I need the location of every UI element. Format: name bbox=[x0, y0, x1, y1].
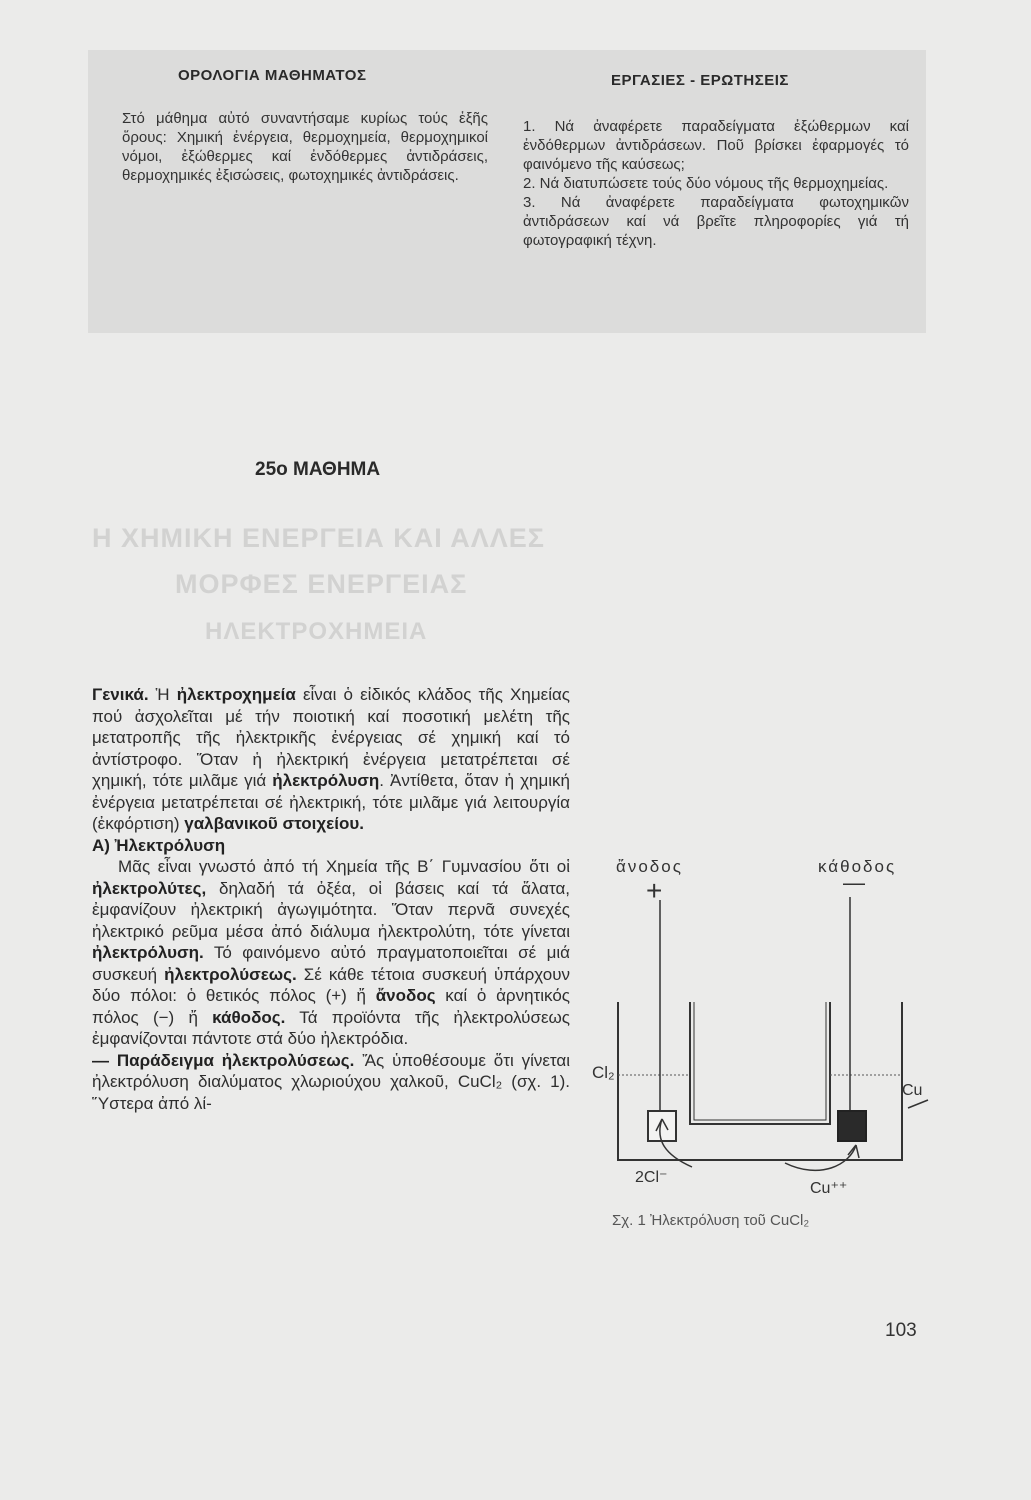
paragraph-electrolytes bbox=[92, 856, 570, 1050]
anode-electrode bbox=[648, 1111, 676, 1141]
term-anode: ἄνοδος bbox=[375, 986, 436, 1005]
terminology-heading: ΟΡΟΛΟΓΙΑ ΜΑΘΗΜΑΤΟΣ bbox=[178, 67, 367, 84]
text-run: Ἄς ὑποθέσουμε ὅτι γίνεται ἠλεκτρόλυση διαλύματος χλωριούχου χαλκοῦ, CuCl₂ (σχ. 1). Ὕστερα ἀπό λί- bbox=[92, 1050, 571, 1113]
exercise-item-2: 2. Νά διατυπώσετε τούς δύο νόμους τῆς θερμοχημείας. bbox=[523, 175, 889, 192]
term-electrolysis-device: ἠλεκτρολύσεως. bbox=[164, 964, 297, 984]
exercise-item-3: 3. Νά ἀναφέρετε παραδείγματα φωτοχημικῶν ἀντιδράσεων καί νά βρεῖτε πληροφορίες γιά τή φωτογραφική τέχνη. bbox=[523, 194, 909, 249]
anode-label: ἄνοδος bbox=[616, 857, 683, 876]
text-run: δηλαδή τά ὀξέα, οἱ βάσεις καί τά ἅλατα, ἐμφανίζουν ἠλεκτρική ἀγωγιμότητα. Ὅταν περνᾶ συνεχές ἠλεκτρικό ρεῦμα μέσα ἀπό διάλυμα ἠλεκτρολύτη, τότε γίνεται bbox=[92, 878, 570, 941]
figure-caption: Σχ. 1 Ἠλεκτρόλυση τοῦ CuCl₂ bbox=[612, 1212, 810, 1229]
cu-pointer bbox=[908, 1100, 928, 1108]
text-run: Ἡ bbox=[148, 685, 177, 704]
chloride-ion-label: 2Cl⁻ bbox=[635, 1169, 668, 1186]
example-label: — Παράδειγμα ἠλεκτρολύσεως. bbox=[92, 1050, 355, 1070]
exercises-heading: ΕΡΓΑΣΙΕΣ - ΕΡΩΤΗΣΕΙΣ bbox=[611, 72, 789, 89]
copper-ion-label: Cu⁺⁺ bbox=[810, 1180, 848, 1197]
exercises-list bbox=[523, 117, 909, 250]
text-run: Τά προϊόντα τῆς ἠλεκτρολύσεως ἐμφανίζονται πάντοτε στά δύο ἠλεκτρόδια. bbox=[92, 1007, 570, 1048]
term-electrolysis: ἠλεκτρόλυση bbox=[272, 771, 380, 790]
text-run: καί ὁ ἀρνητικός πόλος (−) ἤ bbox=[92, 986, 570, 1027]
text-run: Μᾶς εἶναι γνωστό ἀπό τή Χημεία τῆς Β΄ Γυμνασίου ὅτι οἱ bbox=[118, 857, 570, 876]
cathode-electrode bbox=[838, 1111, 866, 1141]
cl2-label: Cl₂ bbox=[592, 1063, 615, 1082]
paragraph-example bbox=[92, 1050, 570, 1115]
exercise-item-1: 1. Νά ἀναφέρετε παραδείγματα ἐξώθερμων καί ἐνδόθερμων ἀντιδράσεων. Ποῦ βρίσκει ἐφαρμογές τό φαινόμενο τῆς καύσεως; bbox=[523, 118, 909, 173]
u-tube-inner bbox=[694, 1002, 826, 1120]
term-electrochemistry: ἠλεκτροχημεία bbox=[176, 685, 296, 704]
text-run: Τό φαινόμενο αὐτό πραγματοποιεῖται σέ μιά συσκευή bbox=[92, 943, 570, 984]
general-label: Γενικά. bbox=[92, 685, 149, 704]
term-electrolysis-2: ἠλεκτρόλυση. bbox=[92, 943, 204, 962]
page-number: 103 bbox=[885, 1320, 917, 1341]
section-heading-electrolysis bbox=[92, 835, 570, 857]
lesson-number: 25ο ΜΑΘΗΜΑ bbox=[255, 459, 381, 480]
term-electrolytes: ἠλεκτρολύτες, bbox=[92, 878, 207, 898]
ghost-title-2: ΜΟΡΦΕΣ ΕΝΕΡΓΕΙΑΣ bbox=[175, 569, 468, 599]
u-tube bbox=[690, 1002, 830, 1124]
ghost-title-1: Η ΧΗΜΙΚΗ ΕΝΕΡΓΕΙΑ ΚΑΙ ΑΛΛΕΣ bbox=[92, 523, 545, 553]
body-text bbox=[92, 684, 570, 1114]
cathode-label: κάθοδος bbox=[818, 857, 897, 876]
term-galvanic-cell: γαλβανικοῦ στοιχείου. bbox=[184, 814, 364, 833]
ghost-title-3: ΗΛΕΚΤΡΟΧΗΜΕΙΑ bbox=[205, 618, 428, 645]
paragraph-general bbox=[92, 684, 570, 835]
term-cathode: κάθοδος. bbox=[212, 1007, 286, 1027]
plus-sign: + bbox=[646, 875, 663, 906]
text-run: . Ἀντίθετα, ὅταν ἡ χημική ἐνέργεια μετατρέπεται σέ ἠλεκτρική, τότε μιλᾶμε γιά λειτουργία (ἐκφόρτιση) bbox=[92, 771, 571, 833]
section-heading-text: Α) Ἠλεκτρόλυση bbox=[92, 835, 226, 855]
electrolysis-diagram bbox=[580, 845, 940, 1205]
cu-label: Cu bbox=[902, 1082, 923, 1099]
terminology-text: Στό μάθημα αὐτό συναντήσαμε κυρίως τούς ἑξῆς ὅρους: Χημική ἐνέργεια, θερμοχημεία, θερμοχημικοί νόμοι, ἐξώθερμες καί ἐνδόθερμες ἀντιδράσεις, θερμοχημικές ἐξισώσεις, φωτοχημικές ἀντιδράσεις. bbox=[122, 110, 488, 184]
minus-sign: — bbox=[843, 870, 865, 895]
copper-migration-arrow bbox=[785, 1145, 856, 1170]
text-run: εἶναι ὁ εἰδικός κλάδος τῆς Χημείας πού ἀσχολεῖται μέ τήν ποιοτική καί ποσοτική μελέτη τῆς μετατροπῆς τῆς ἠλεκτρικῆς ἐνέργειας σέ χημική καί τό ἀντίστροφο. Ὅταν ἡ ἠλεκτρική ἐνέργεια μετατρέπεται σέ χημική, τότε μιλᾶμε γιά bbox=[92, 685, 570, 790]
text-run: Σέ κάθε τέτοια συσκευή ὑπάρχουν δύο πόλοι: ὁ θετικός πόλος (+) ἤ bbox=[92, 964, 570, 1005]
